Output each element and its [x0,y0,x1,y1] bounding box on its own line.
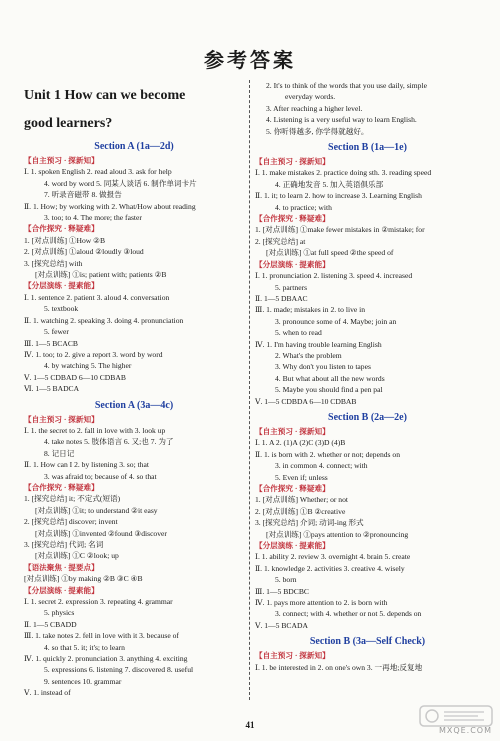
answer-line: Ⅱ. 1. How; by working with 2. What/How about reading [24,201,196,211]
answer-line: Ⅰ. 1. A 2. (1)A (2)C (3)D (4)B [255,438,346,448]
answer-line: Ⅱ. 1—5 DBAAC [255,293,308,303]
answer-line: 5. Maybe you should find a pen pal [275,385,383,395]
answer-line: 1. [对点训练] Whether; or not [255,495,349,505]
answer-line: everyday words. [285,92,336,102]
answer-line: 9. sentences 10. grammar [44,676,122,686]
answer-line: Ⅰ. 1. make mistakes 2. practice doing sth. 3. reading speed [255,168,432,178]
answer-line: [对点训练] ①is; patient with; patients ②B [35,270,167,280]
answer-line: 4. take notes 5. 肢体语言 6. 又;也 7. 为了 [44,437,174,447]
answer-line: Ⅲ. 1. made; mistakes in 2. to live in [255,305,366,315]
answer-line: Ⅳ. 1. quickly 2. pronunciation 3. anything 4. exciting [24,654,188,664]
page-number: 41 [245,720,255,730]
answer-line: Ⅲ. 1. take notes 2. fell in love with it 3. because of [24,631,179,641]
answer-line: 5. 你听得越多, 你学得就越好。 [266,126,369,136]
answer-line: 3. too; to 4. The more; the faster [44,213,142,223]
answer-line: [对点训练] ①C ②look; up [35,551,119,561]
answer-line: 4. But what about all the new words [275,373,385,383]
answer-line: 3. [探究总结] with [24,258,83,268]
answer-line: Ⅴ. 1—5 CDBAD 6—10 CDBAB [24,372,126,382]
answer-line: 4. 正确地发音 5. 加入英语俱乐部 [275,179,384,189]
answer-line: Ⅳ. 1. too; to 2. give a report 3. word by word [24,349,163,359]
answer-line: 8. 记日记 [44,448,75,458]
answer-line: 1. [对点训练] ①How ②B [24,235,106,245]
answer-line: Ⅳ. 1. I'm having trouble learning English [255,339,382,349]
category-label: 【自主预习 · 探新知】 [255,651,330,661]
category-label: 【分层演练 · 提素能】 [24,281,99,291]
unit-heading: Unit 1 How can we become [24,88,186,103]
answer-line: Ⅰ. 1. the secret to 2. fall in love with 3. look up [24,425,166,435]
category-label: 【语法聚焦 · 提要点】 [24,562,99,572]
answer-line: Ⅱ. 1—5 CBADD [24,619,77,629]
answer-line: Ⅲ. 1—5 BDCBC [255,586,309,596]
answer-line: 5. physics [44,608,75,618]
answer-line: Ⅱ. 1. How can I 2. by listening 3. so; that [24,460,149,470]
category-label: 【合作探究 · 释疑难】 [255,214,330,224]
answer-line: 1. [探究总结] it; 不定式(短语) [24,494,121,504]
answer-line: Ⅱ. 1. is born with 2. whether or not; depends on [255,449,400,459]
answer-line: Ⅳ. 1. pays more attention to 2. is born with [255,598,388,608]
answer-line: 3. Why don't you listen to tapes [275,362,371,372]
answer-line: Ⅴ. 1—5 BCADA [255,620,308,630]
answer-line: 5. fewer [44,327,69,337]
category-label: 【自主预习 · 探新知】 [24,156,99,165]
answer-line: Ⅰ. 1. spoken English 2. read aloud 3. ask for help [24,167,172,177]
section-heading: Section B (3a—Self Check) [309,636,426,648]
answer-line: [对点训练] ①it; to understand ②it easy [35,505,158,515]
answer-line: 3. After reaching a higher level. [266,103,363,113]
answer-line: 2. [对点训练] ①aloud ②loudly ③loud [24,247,144,257]
answer-line: 3. [探究总结] 代词; 名词 [24,540,104,549]
answer-line: 4. so that 5. it; it's; to learn [44,642,125,652]
answer-line: 5. when to read [275,328,322,338]
answer-line: 2. [探究总结] discover; invent [24,517,118,527]
answer-line: 2. What's the problem [275,350,342,360]
answer-line: 7. 听录音磁带 8. 做报告 [44,190,122,200]
answer-line: Ⅰ. 1. sentence 2. patient 3. aloud 4. conversation [24,292,170,302]
section-heading: Section B (1a—1e) [328,142,407,154]
answer-line: 3. connect; with 4. whether or not 5. depends on [275,609,422,619]
category-label: 【自主预习 · 探新知】 [24,414,99,424]
answer-line: 3. [探究总结] 介词; 动词-ing 形式 [255,518,364,528]
answer-line: Ⅰ. 1. ability 2. review 3. overnight 4. brain 5. create [255,552,411,562]
answer-line: Ⅱ. 1. it; to learn 2. how to increase 3. Learning English [255,191,422,201]
answer-line: Ⅱ. 1. watching 2. speaking 3. doing 4. pronunciation [24,315,184,325]
answer-line: 2. [探究总结] at [255,236,306,246]
answer-line: 4. Listening is a very useful way to learn English. [266,115,417,125]
answer-line: 5. born [275,575,297,585]
answer-column-left [24,80,244,699]
answer-line: Ⅵ. 1—5 BADCA [24,384,80,394]
answer-line: Ⅰ. 1. secret 2. expression 3. repeating 4. grammar [24,597,173,607]
answer-line: 5. expressions 6. listening 7. discovered 8. useful [44,665,194,675]
category-label: 【自主预习 · 探新知】 [255,426,330,436]
answer-line: [对点训练] ①at full speed ②the speed of [266,248,394,258]
answer-line: 3. pronounce some of 4. Maybe; join an [275,316,397,326]
section-heading: Section A (1a—2d) [94,141,174,152]
category-label: 【合作探究 · 释疑难】 [24,482,99,492]
answer-line: Ⅱ. 1. knowledge 2. activities 3. creative 4. wisely [255,563,405,573]
answer-line: 4. word by word 5. 同某人谈话 6. 制作单词卡片 [44,178,197,188]
answer-line: 3. was afraid to; because of 4. so that [44,471,157,481]
answer-line: [对点训练] ①pays attention to ②pronouncing [266,529,409,539]
category-label: 【分层演练 · 提素能】 [255,259,330,269]
watermark-text: MXQE.COM [438,726,492,735]
category-label: 【合作探究 · 释疑难】 [255,484,330,493]
answer-line: [对点训练] ①by making ②B ③C ④B [24,574,143,584]
category-label: 【分层演练 · 提素能】 [24,585,99,595]
answer-line: 5. textbook [44,304,79,314]
column-divider [249,80,250,700]
answer-line: 3. in common 4. connect; with [275,461,368,471]
answer-line: 5. Even if; unless [275,472,328,482]
category-label: 【分层演练 · 提素能】 [255,541,330,551]
answer-line: Ⅴ. 1—5 CDBDA 6—10 CDBAB [255,396,357,406]
answer-line: Ⅰ. 1. be interested in 2. on one's own 3. 一再地;反复地 [255,662,423,672]
section-heading: Section A (3a—4c) [94,399,174,411]
answer-line: 4. to practice; with [275,202,332,212]
answer-line: Ⅰ. 1. pronunciation 2. listening 3. speed 4. increased [255,271,413,281]
answer-line: [对点训练] ①invented ②found ③discover [35,528,167,538]
category-label: 【合作探究 · 释疑难】 [24,224,99,234]
category-label: 【自主预习 · 探新知】 [255,157,330,167]
answer-line: 4. by watching 5. The higher [44,361,132,371]
answer-line: Ⅴ. 1. instead of [24,688,71,698]
answer-line: 1. [对点训练] ①make fewer mistakes in ②mistake; for [255,225,425,235]
answer-column-right [255,80,480,673]
answer-line: 2. It's to think of the words that you use daily, simple [266,81,427,90]
answer-line: 2. [对点训练] ①B ②creative [255,506,346,516]
page-title: 参考答案 [204,50,296,72]
section-heading: Section B (2a—2e) [328,411,407,423]
answer-line: 5. partners [275,282,308,292]
unit-heading: good learners? [24,116,113,131]
answer-line: Ⅲ. 1—5 BCACB [24,338,78,348]
